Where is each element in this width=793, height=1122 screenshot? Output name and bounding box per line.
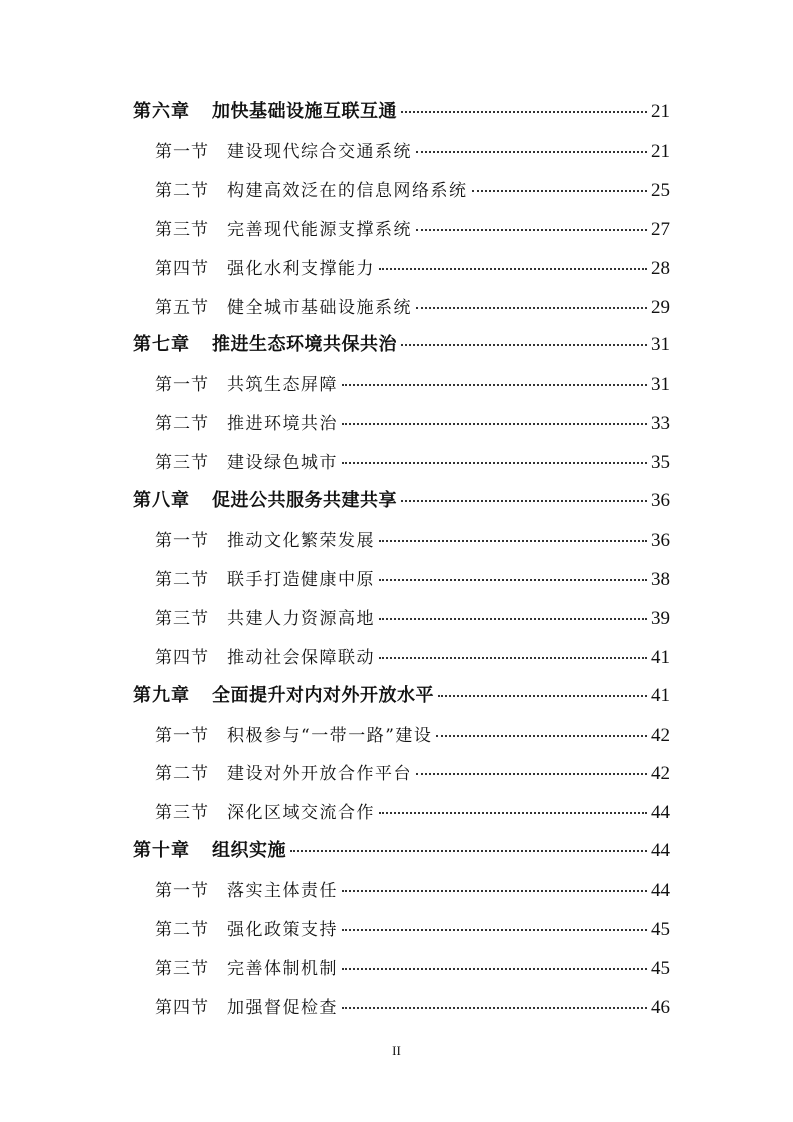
dot-leader (472, 190, 648, 192)
section-label: 第四节 (155, 647, 209, 668)
page-number: 36 (651, 490, 670, 512)
toc-section-entry[interactable] (0, 789, 793, 828)
dot-leader (342, 1007, 647, 1009)
toc-section-entry[interactable] (0, 712, 793, 751)
section-label: 第三节 (155, 803, 209, 824)
section-label: 第一节 (155, 881, 209, 902)
page-number: 36 (651, 529, 670, 551)
dot-leader (379, 268, 647, 270)
page-number: 38 (651, 568, 670, 590)
dot-leader (401, 500, 647, 502)
dot-leader (342, 929, 647, 931)
section-title: 健全城市基础设施系统 (227, 297, 412, 318)
section-label: 第二节 (155, 920, 209, 941)
section-label: 第三节 (155, 219, 209, 240)
section-title: 强化政策支持 (227, 920, 338, 941)
dot-leader (342, 423, 647, 425)
toc-section-entry[interactable] (0, 595, 793, 634)
toc-section-entry[interactable] (0, 750, 793, 789)
page-number: 29 (651, 296, 670, 318)
toc-section-entry[interactable] (0, 945, 793, 984)
dot-leader (416, 773, 647, 775)
section-title: 落实主体责任 (227, 881, 338, 902)
section-label: 第一节 (155, 725, 209, 746)
dot-leader (401, 344, 647, 346)
toc-section-entry[interactable] (0, 128, 793, 167)
dot-leader (416, 229, 647, 231)
section-label: 第三节 (155, 608, 209, 629)
section-label: 第五节 (155, 297, 209, 318)
page-number: 28 (651, 257, 670, 279)
page-number: 46 (651, 996, 670, 1018)
section-title: 联手打造健康中原 (227, 569, 375, 590)
toc-section-entry[interactable] (0, 556, 793, 595)
page-number: 45 (651, 919, 670, 941)
dot-leader (379, 579, 647, 581)
section-label: 第三节 (155, 453, 209, 474)
page-number: 31 (651, 334, 670, 356)
toc-chapter-entry[interactable] (0, 322, 793, 361)
page-number-footer: II (392, 1043, 401, 1058)
dot-leader (401, 111, 647, 113)
dot-leader (342, 890, 647, 892)
section-title: 建设对外开放合作平台 (227, 764, 412, 785)
section-label: 第二节 (155, 414, 209, 435)
section-title: 共建人力资源高地 (227, 608, 375, 629)
dot-leader (290, 850, 647, 852)
chapter-title: 全面提升对内对外开放水平 (212, 684, 434, 706)
page-number: 44 (651, 840, 670, 862)
page-number: 41 (651, 646, 670, 668)
toc-section-entry[interactable] (0, 867, 793, 906)
toc-section-entry[interactable] (0, 400, 793, 439)
toc-section-entry[interactable] (0, 284, 793, 323)
page-number: 27 (651, 218, 670, 240)
dot-leader (342, 384, 647, 386)
dot-leader (342, 968, 647, 970)
section-title: 推动社会保障联动 (227, 647, 375, 668)
section-label: 第一节 (155, 530, 209, 551)
section-title: 积极参与“一带一路”建设 (227, 725, 433, 746)
page-number: 21 (651, 140, 670, 162)
toc-section-entry[interactable] (0, 206, 793, 245)
chapter-label: 第六章 (133, 101, 190, 122)
page-number: 42 (651, 724, 670, 746)
section-label: 第三节 (155, 958, 209, 979)
section-title: 共筑生态屏障 (227, 375, 338, 396)
page-number: 33 (651, 413, 670, 435)
dot-leader (379, 657, 647, 659)
section-title: 建设绿色城市 (227, 453, 338, 474)
section-label: 第一节 (155, 375, 209, 396)
page-number: 44 (651, 802, 670, 824)
dot-leader (436, 735, 647, 737)
dot-leader (379, 540, 647, 542)
section-label: 第四节 (155, 997, 209, 1018)
toc-section-entry[interactable] (0, 245, 793, 284)
section-label: 第四节 (155, 258, 209, 279)
chapter-label: 第九章 (133, 684, 190, 706)
chapter-title: 促进公共服务共建共享 (212, 490, 397, 512)
section-label: 第二节 (155, 764, 209, 785)
dot-leader (379, 618, 647, 620)
chapter-title: 组织实施 (212, 840, 286, 862)
page-number: 45 (651, 957, 670, 979)
table-of-contents (0, 89, 793, 1023)
page-number: 25 (651, 179, 670, 201)
section-title: 完善体制机制 (227, 958, 338, 979)
section-title: 加强督促检查 (227, 997, 338, 1018)
section-title: 完善现代能源支撑系统 (227, 219, 412, 240)
toc-chapter-entry[interactable] (0, 673, 793, 712)
toc-chapter-entry[interactable] (0, 478, 793, 517)
toc-section-entry[interactable] (0, 906, 793, 945)
toc-chapter-entry[interactable] (0, 828, 793, 867)
chapter-title: 推进生态环境共保共治 (212, 334, 397, 356)
dot-leader (416, 307, 647, 309)
section-title: 推进环境共治 (227, 414, 338, 435)
section-label: 第二节 (155, 180, 209, 201)
chapter-label: 第八章 (133, 490, 190, 512)
toc-chapter-entry[interactable] (0, 89, 793, 128)
section-label: 第一节 (155, 141, 209, 162)
page-number: 41 (651, 684, 670, 706)
toc-section-entry[interactable] (0, 167, 793, 206)
dot-leader (379, 812, 647, 814)
section-title: 建设现代综合交通系统 (227, 141, 412, 162)
dot-leader (438, 695, 647, 697)
chapter-label: 第十章 (133, 840, 190, 862)
toc-section-entry[interactable] (0, 984, 793, 1023)
dot-leader (342, 462, 647, 464)
toc-section-entry[interactable] (0, 517, 793, 556)
toc-section-entry[interactable] (0, 439, 793, 478)
page-number: 42 (651, 763, 670, 785)
page-number: 21 (651, 101, 670, 122)
page-number: 31 (651, 374, 670, 396)
section-label: 第二节 (155, 569, 209, 590)
section-title: 构建高效泛在的信息网络系统 (227, 180, 468, 201)
page-number: 35 (651, 452, 670, 474)
page-number: 44 (651, 880, 670, 902)
dot-leader (416, 151, 647, 153)
section-title: 强化水利支撑能力 (227, 258, 375, 279)
section-title: 推动文化繁荣发展 (227, 530, 375, 551)
chapter-title: 加快基础设施互联互通 (212, 101, 397, 122)
section-title: 深化区域交流合作 (227, 803, 375, 824)
chapter-label: 第七章 (133, 334, 190, 356)
toc-section-entry[interactable] (0, 634, 793, 673)
toc-section-entry[interactable] (0, 361, 793, 400)
page-number: 39 (651, 607, 670, 629)
